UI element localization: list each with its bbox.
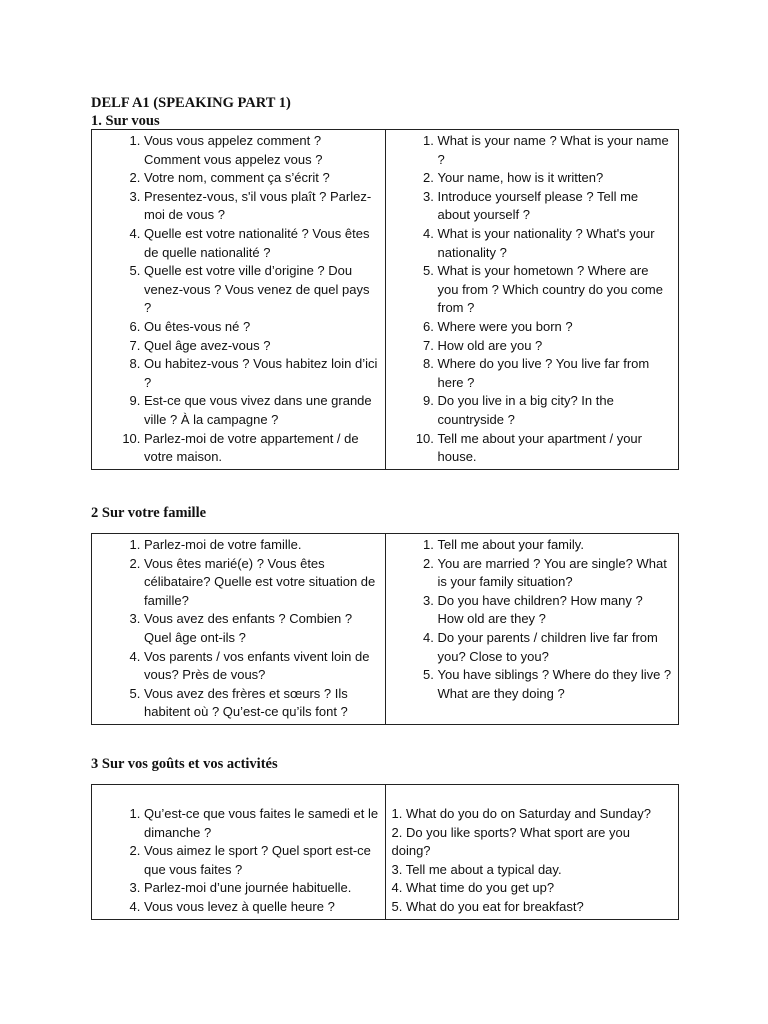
question-item: 5. You have siblings ? Where do they live ? What are they doing ?: [438, 666, 673, 703]
french-column: [92, 785, 386, 920]
english-column: [385, 785, 679, 920]
question-item: 1. Tell me about your family.: [438, 536, 673, 555]
question-item: 4. Vous vous levez à quelle heure ?: [144, 898, 379, 917]
question-item: 2. Your name, how is it written?: [438, 169, 673, 188]
english-question-list: [386, 536, 673, 703]
question-item: 8. Ou habitez-vous ? Vous habitez loin d’ici ?: [144, 355, 379, 392]
question-item: 7. Quel âge avez-vous ?: [144, 337, 379, 356]
question-item: 1. Parlez-moi de votre famille.: [144, 536, 379, 555]
french-column: [92, 534, 386, 725]
question-item: 1. Vous vous appelez comment ? Comment vous appelez vous ?: [144, 132, 379, 169]
question-item: 9. Est-ce que vous vivez dans une grande ville ? À la campagne ?: [144, 392, 379, 429]
question-line: 1. What do you do on Saturday and Sunday?: [391, 806, 651, 821]
question-item: 1. Qu’est-ce que vous faites le samedi et le dimanche ?: [144, 805, 379, 842]
question-item: 2. Votre nom, comment ça s’écrit ?: [144, 169, 379, 188]
question-item: 2. Vous aimez le sport ? Quel sport est-ce que vous faites ?: [144, 842, 379, 879]
question-item: 2. Vous êtes marié(e) ? Vous êtes célibataire? Quelle est votre situation de famille?: [144, 555, 379, 611]
question-item: 1. What is your name ? What is your name ?: [438, 132, 673, 169]
document-title: DELF A1 (SPEAKING PART 1): [91, 95, 291, 111]
question-item: 9. Do you live in a big city? In the countryside ?: [438, 392, 673, 429]
questions-table-famille: [91, 533, 679, 725]
question-line: 5. What do you eat for breakfast?: [391, 898, 584, 914]
question-item: 4. Do your parents / children live far from you? Close to you?: [438, 629, 673, 666]
question-item: 3. Parlez-moi d’une journée habituelle.: [144, 879, 379, 898]
english-question-lines: [386, 805, 673, 917]
question-item: 3. Vous avez des enfants ? Combien ? Quel âge ont-ils ?: [144, 610, 379, 647]
questions-table-activites: [91, 784, 679, 920]
french-question-list: [92, 132, 379, 467]
question-item: 3. Do you have children? How many ? How old are they ?: [438, 592, 673, 629]
question-item: 4. Quelle est votre nationalité ? Vous êtes de quelle nationalité ?: [144, 225, 379, 262]
question-item: 4. Vos parents / vos enfants vivent loin de vous? Près de vous?: [144, 648, 379, 685]
question-item: 5. Vous avez des frères et sœurs ? Ils habitent où ? Qu’est-ce qu’ils font ?: [144, 685, 379, 722]
question-item: 6. Where were you born ?: [438, 318, 673, 337]
question-item: 5. What is your hometown ? Where are you from ? Which country do you come from ?: [438, 262, 673, 318]
question-item: 6. Ou êtes-vous né ?: [144, 318, 379, 337]
questions-table-sur-vous: [91, 129, 679, 470]
section-heading-gouts-activites: 3 Sur vos goûts et vos activités: [91, 756, 278, 772]
question-line: 4. What time do you get up?: [391, 880, 555, 896]
french-column: [92, 130, 386, 470]
question-item: 10. Tell me about your apartment / your house.: [438, 430, 673, 467]
question-item: 10. Parlez-moi de votre appartement / de votre maison.: [144, 430, 379, 467]
english-question-list: [386, 132, 673, 467]
question-item: 5. Quelle est votre ville d’origine ? Dou venez-vous ? Vous venez de quel pays ?: [144, 262, 379, 318]
question-item: 8. Where do you live ? You live far from here ?: [438, 355, 673, 392]
question-item: 2. You are married ? You are single? What is your family situation?: [438, 555, 673, 592]
english-column: [385, 130, 679, 470]
question-item: 3. Presentez-vous, s'il vous plaît ? Parlez-moi de vous ?: [144, 188, 379, 225]
question-item: 3. Introduce yourself please ? Tell me about yourself ?: [438, 188, 673, 225]
section-heading-sur-vous: 1. Sur vous: [91, 113, 160, 129]
question-item: 4. What is your nationality ? What's your nationality ?: [438, 225, 673, 262]
french-question-list: [92, 536, 379, 722]
french-question-list: [92, 805, 379, 917]
question-line: 3. Tell me about a typical day.: [391, 861, 562, 877]
english-column: [385, 534, 679, 725]
question-line: 2. Do you like sports? What sport are you doing?: [391, 824, 630, 859]
question-item: 7. How old are you ?: [438, 337, 673, 356]
section-heading-sur-votre-famille: 2 Sur votre famille: [91, 505, 207, 521]
